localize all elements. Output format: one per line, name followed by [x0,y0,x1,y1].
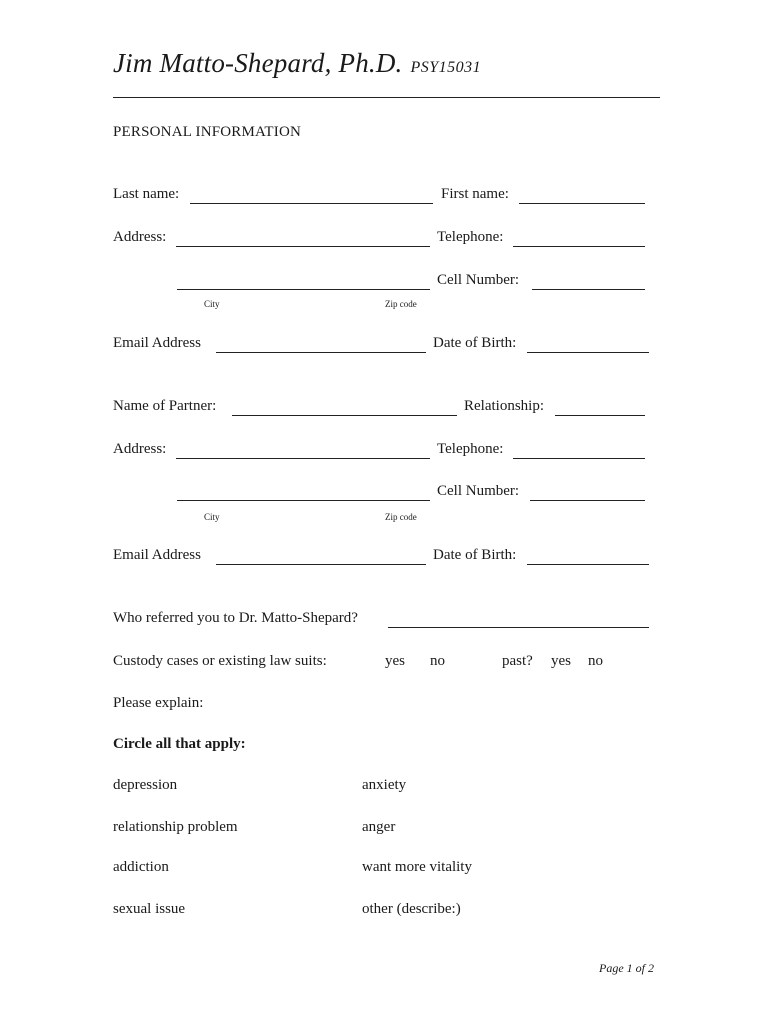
dob-label: Date of Birth: [433,335,517,351]
custody-no-option[interactable]: no [430,653,445,669]
city-caption: City [204,299,220,309]
custody-yes-option[interactable]: yes [385,653,405,669]
option-depression[interactable]: depression [113,777,178,793]
option-addiction[interactable]: addiction [113,859,169,875]
partner-telephone-field[interactable] [513,458,645,459]
partner-city-zip-field[interactable] [177,500,430,501]
partner-cell-field[interactable] [530,500,645,501]
email-field[interactable] [216,352,426,353]
option-sexual-issue[interactable]: sexual issue [113,901,186,917]
referral-label: Who referred you to Dr. Matto-Shepard? [113,610,358,626]
option-anxiety[interactable]: anxiety [362,777,407,793]
partner-telephone-label: Telephone: [437,441,504,457]
doctor-name: Jim Matto-Shepard, Ph.D. [113,48,403,78]
partner-dob-label: Date of Birth: [433,547,517,563]
circle-instruction: Circle all that apply: [113,736,246,752]
section-title: PERSONAL INFORMATION [113,124,302,140]
custody-label: Custody cases or existing law suits: [113,653,327,669]
relationship-field[interactable] [555,415,645,416]
partner-dob-field[interactable] [527,564,649,565]
option-want-more-vitality[interactable]: want more vitality [362,859,472,875]
cell-number-label: Cell Number: [437,272,520,288]
custody-past-label: past? [502,653,533,669]
email-label: Email Address [113,335,201,351]
option-relationship-problem[interactable]: relationship problem [113,819,238,835]
option-other-describe[interactable]: other (describe:) [362,901,461,917]
partner-email-field[interactable] [216,564,426,565]
referral-field[interactable] [388,627,649,628]
address-field[interactable] [176,246,430,247]
telephone-field[interactable] [513,246,645,247]
last-name-field[interactable] [190,203,433,204]
cell-number-field[interactable] [532,289,645,290]
license-number: PSY15031 [410,59,482,76]
custody-past-no-option[interactable]: no [588,653,603,669]
header-divider [113,97,660,98]
custody-past-yes-option[interactable]: yes [551,653,571,669]
last-name-label: Last name: [113,186,180,202]
partner-cell-label: Cell Number: [437,483,520,499]
first-name-field[interactable] [519,203,645,204]
option-anger[interactable]: anger [362,819,396,835]
partner-name-label: Name of Partner: [113,398,217,414]
first-name-label: First name: [441,186,509,202]
telephone-label: Telephone: [437,229,504,245]
zip-caption: Zip code [385,299,417,309]
doctor-name-heading [113,48,481,79]
city-zip-field[interactable] [177,289,430,290]
page-number: Page 1 of 2 [599,961,654,975]
partner-email-label: Email Address [113,547,201,563]
dob-field[interactable] [527,352,649,353]
relationship-label: Relationship: [464,398,544,414]
partner-zip-caption: Zip code [385,512,417,522]
address-label: Address: [113,229,167,245]
explain-label: Please explain: [113,695,204,711]
partner-city-caption: City [204,512,220,522]
partner-address-label: Address: [113,441,167,457]
partner-name-field[interactable] [232,415,457,416]
partner-address-field[interactable] [176,458,430,459]
